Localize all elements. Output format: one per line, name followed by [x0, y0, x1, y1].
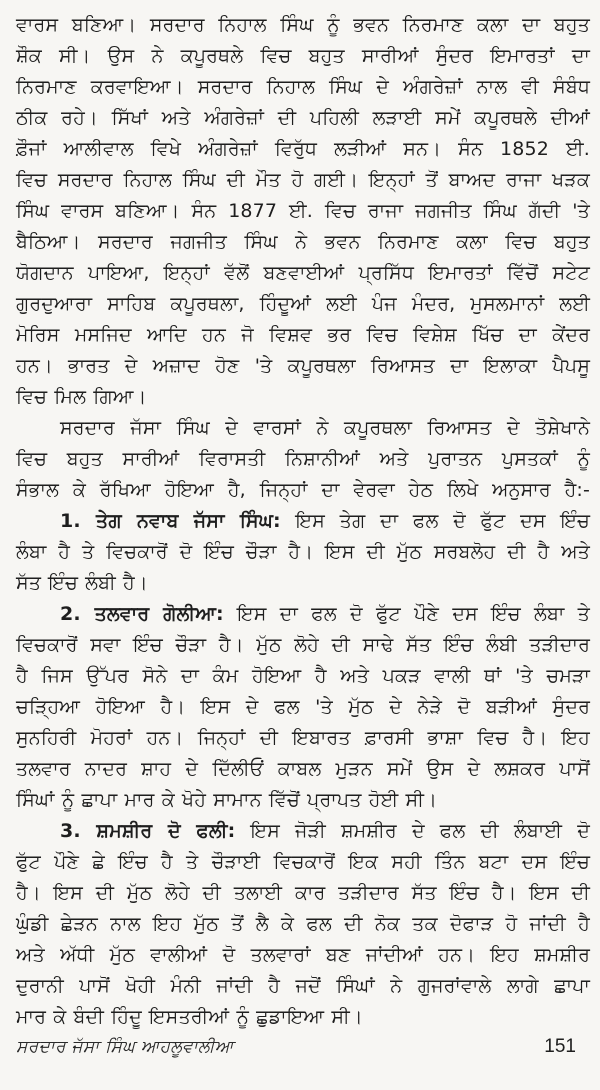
- text-line: ਅਤੇ ਅੱਧੀ ਮੁੱਠ ਵਾਲੀਆਂ ਦੋ ਤਲਵਾਰਾਂ ਬਣ ਜਾਂਦੀਆਂ ਹਨ। ਇਹ ਸ਼ਮਸ਼ੀਰ: [16, 944, 590, 966]
- text-line: ਸੰਭਾਲ ਕੇ ਰੱਖਿਆ ਹੋਇਆ ਹੈ, ਜਿਨ੍ਹਾਂ ਦਾ ਵੇਰਵਾ ਹੇਠ ਲਿਖੇ ਅਨੁਸਾਰ ਹੈ:-: [16, 479, 590, 501]
- page-footer: [16, 1030, 576, 1064]
- text-line: ਸਿੰਘਾਂ ਨੂੰ ਛਾਪਾ ਮਾਰ ਕੇ ਖੋਹੇ ਸਾਮਾਨ ਵਿੱਚੋਂ ਪ੍ਰਾਪਤ ਹੋਈ ਸੀ।: [16, 789, 438, 811]
- text-line: ਮੋਰਿਸ ਮਸਜਿਦ ਆਦਿ ਹਨ ਜੋ ਵਿਸ਼ਵ ਭਰ ਵਿਚ ਵਿਸ਼ੇਸ਼ ਖਿੱਚ ਦਾ ਕੇਂਦਰ: [16, 324, 590, 346]
- text-line: ਇਸ ਦਾ ਫਲ ਦੋ ਫੁੱਟ ਪੌਣੇ ਦਸ ਇੰਚ ਲੰਬਾ ਤੇ: [237, 603, 590, 625]
- text-line: ਫ਼ੌਜਾਂ ਆਲੀਵਾਲ ਵਿਖੇ ਅੰਗਰੇਜ਼ਾਂ ਵਿਰੁੱਧ ਲੜੀਆਂ ਸਨ। ਸੰਨ 1852 ਈ.: [16, 138, 590, 160]
- item-heading: 3. ਸ਼ਮਸ਼ੀਰ ਦੋ ਫਲੀ:: [60, 820, 236, 842]
- page-number: 151: [544, 1036, 576, 1057]
- body-text: [16, 10, 590, 1033]
- item-heading: 1. ਤੇਗ ਨਵਾਬ ਜੱਸਾ ਸਿੰਘ:: [60, 510, 281, 532]
- item-heading: 2. ਤਲਵਾਰ ਗੋਲੀਆ:: [60, 603, 224, 625]
- running-footer-title: ਸਰਦਾਰ ਜੱਸਾ ਸਿੰਘ ਆਹਲੂਵਾਲੀਆ: [16, 1037, 234, 1057]
- document-page: [16, 10, 590, 1050]
- text-line: ਸ਼ੌਕ ਸੀ। ਉਸ ਨੇ ਕਪੂਰਥਲੇ ਵਿਚ ਬਹੁਤ ਸਾਰੀਆਂ ਸੁੰਦਰ ਇਮਾਰਤਾਂ ਦਾ: [16, 45, 590, 67]
- text-line: ਗੁਰਦੁਆਰਾ ਸਾਹਿਬ ਕਪੂਰਥਲਾ, ਹਿੰਦੂਆਂ ਲਈ ਪੰਜ ਮੰਦਰ, ਮੁਸਲਮਾਨਾਂ ਲਈ: [16, 293, 590, 315]
- text-line: ਤਲਵਾਰ ਨਾਦਰ ਸ਼ਾਹ ਦੇ ਦਿੱਲੀਓਂ ਕਾਬਲ ਮੁੜਨ ਸਮੇਂ ਉਸ ਦੇ ਲਸ਼ਕਰ ਪਾਸੋਂ: [16, 758, 590, 780]
- text-line: ਸੁਨਹਿਰੀ ਮੋਹਰਾਂ ਹਨ। ਜਿਨ੍ਹਾਂ ਦੀ ਇਬਾਰਤ ਫ਼ਾਰਸੀ ਭਾਸ਼ਾ ਵਿਚ ਹੈ। ਇਹ: [16, 727, 590, 749]
- item-heading-line: [16, 816, 590, 847]
- text-line: ਦੁਰਾਨੀ ਪਾਸੋਂ ਖੋਹੀ ਮੰਨੀ ਜਾਂਦੀ ਹੈ ਜਦੋਂ ਸਿੰਘਾਂ ਨੇ ਗੁਜਰਾਂਵਾਲੇ ਲਾਗੇ ਛਾਪਾ: [16, 975, 590, 997]
- text-line: ਹੈ ਜਿਸ ਉੱਪਰ ਸੋਨੇ ਦਾ ਕੰਮ ਹੋਇਆ ਹੈ ਅਤੇ ਪਕੜ ਵਾਲੀ ਥਾਂ 'ਤੇ ਚਮੜਾ: [16, 665, 590, 687]
- text-line: ਹਨ। ਭਾਰਤ ਦੇ ਅਜ਼ਾਦ ਹੋਣ 'ਤੇ ਕਪੂਰਥਲਾ ਰਿਆਸਤ ਦਾ ਇਲਾਕਾ ਪੈਪਸੂ: [16, 355, 590, 377]
- text-line: ਨਿਰਮਾਣ ਕਰਵਾਇਆ। ਸਰਦਾਰ ਨਿਹਾਲ ਸਿੰਘ ਦੇ ਅੰਗਰੇਜ਼ਾਂ ਨਾਲ ਵੀ ਸੰਬੰਧ: [16, 76, 590, 98]
- text-line: ਬੈਠਿਆ। ਸਰਦਾਰ ਜਗਜੀਤ ਸਿੰਘ ਨੇ ਭਵਨ ਨਿਰਮਾਣ ਕਲਾ ਵਿਚ ਬਹੁਤ: [16, 231, 590, 253]
- text-line: ਵਿਚਕਾਰੋਂ ਸਵਾ ਇੰਚ ਚੌੜਾ ਹੈ। ਮੁੱਠ ਲੋਹੇ ਦੀ ਸਾਢੇ ਸੱਤ ਇੰਚ ਲੰਬੀ ਤੜੀਦਾਰ: [16, 634, 590, 656]
- text-line: ਇਸ ਤੇਗ ਦਾ ਫਲ ਦੋ ਫੁੱਟ ਦਸ ਇੰਚ: [295, 510, 590, 532]
- text-line: ਇਸ ਜੋੜੀ ਸ਼ਮਸ਼ੀਰ ਦੇ ਫਲ ਦੀ ਲੰਬਾਈ ਦੋ: [250, 820, 590, 842]
- text-line: ਫੁੱਟ ਪੌਣੇ ਛੇ ਇੰਚ ਹੈ ਤੇ ਚੌੜਾਈ ਵਿਚਕਾਰੋਂ ਇਕ ਸਹੀ ਤਿੰਨ ਬਟਾ ਦਸ ਇੰਚ: [16, 851, 590, 873]
- text-line: ਲੰਬਾ ਹੈ ਤੇ ਵਿਚਕਾਰੋਂ ਦੋ ਇੰਚ ਚੌੜਾ ਹੈ। ਇਸ ਦੀ ਮੁੱਠ ਸਰਬਲੋਹ ਦੀ ਹੈ ਅਤੇ: [16, 541, 590, 563]
- text-line: ਚੜ੍ਹਿਆ ਹੋਇਆ ਹੈ। ਇਸ ਦੇ ਫਲ 'ਤੇ ਮੁੱਠ ਦੇ ਨੇੜੇ ਦੋ ਬੜੀਆਂ ਸੁੰਦਰ: [16, 696, 590, 718]
- text-line: ਘੁੰਡੀ ਛੇੜਨ ਨਾਲ ਇਹ ਮੁੱਠ ਤੋਂ ਲੈ ਕੇ ਫਲ ਦੀ ਨੋਕ ਤਕ ਦੋਫਾੜ ਹੋ ਜਾਂਦੀ ਹੈ: [16, 913, 590, 935]
- text-line: ਵਾਰਸ ਬਣਿਆ। ਸਰਦਾਰ ਨਿਹਾਲ ਸਿੰਘ ਨੂੰ ਭਵਨ ਨਿਰਮਾਣ ਕਲਾ ਦਾ ਬਹੁਤ: [16, 14, 590, 36]
- text-line: ਵਿਚ ਸਰਦਾਰ ਨਿਹਾਲ ਸਿੰਘ ਦੀ ਮੌਤ ਹੋ ਗਈ। ਇਨ੍ਹਾਂ ਤੋਂ ਬਾਅਦ ਰਾਜਾ ਖੜਕ: [16, 169, 590, 191]
- item-heading-line: [16, 599, 590, 630]
- item-heading-line: [16, 506, 590, 537]
- text-line: ਵਿਚ ਬਹੁਤ ਸਾਰੀਆਂ ਵਿਰਾਸਤੀ ਨਿਸ਼ਾਨੀਆਂ ਅਤੇ ਪੁਰਾਤਨ ਪੁਸਤਕਾਂ ਨੂੰ: [16, 448, 590, 470]
- text-line: ਵਿਚ ਮਿਲ ਗਿਆ।: [16, 386, 147, 408]
- text-line: ਸਰਦਾਰ ਜੱਸਾ ਸਿੰਘ ਦੇ ਵਾਰਸਾਂ ਨੇ ਕਪੂਰਥਲਾ ਰਿਆਸਤ ਦੇ ਤੋਸ਼ੇਖਾਨੇ: [60, 417, 590, 439]
- text-line: ਯੋਗਦਾਨ ਪਾਇਆ, ਇਨ੍ਹਾਂ ਵੱਲੋਂ ਬਣਵਾਈਆਂ ਪ੍ਰਸਿੱਧ ਇਮਾਰਤਾਂ ਵਿੱਚੋਂ ਸਟੇਟ: [16, 262, 590, 284]
- text-line: ਮਾਰ ਕੇ ਬੰਦੀ ਹਿੰਦੂ ਇਸਤਰੀਆਂ ਨੂੰ ਛੁਡਾਇਆ ਸੀ।: [16, 1006, 363, 1028]
- text-line: ਸਿੰਘ ਵਾਰਸ ਬਣਿਆ। ਸੰਨ 1877 ਈ. ਵਿਚ ਰਾਜਾ ਜਗਜੀਤ ਸਿੰਘ ਗੱਦੀ 'ਤੇ: [16, 200, 590, 222]
- text-line: ਠੀਕ ਰਹੇ। ਸਿੱਖਾਂ ਅਤੇ ਅੰਗਰੇਜ਼ਾਂ ਦੀ ਪਹਿਲੀ ਲੜਾਈ ਸਮੇਂ ਕਪੂਰਥਲੇ ਦੀਆਂ: [16, 107, 590, 129]
- text-line: ਸੱਤ ਇੰਚ ਲੰਬੀ ਹੈ।: [16, 572, 148, 594]
- text-line: ਹੈ। ਇਸ ਦੀ ਮੁੱਠ ਲੋਹੇ ਦੀ ਤਲਾਈ ਕਾਰ ਤੜੀਦਾਰ ਸੱਤ ਇੰਚ ਹੈ। ਇਸ ਦੀ: [16, 882, 590, 904]
